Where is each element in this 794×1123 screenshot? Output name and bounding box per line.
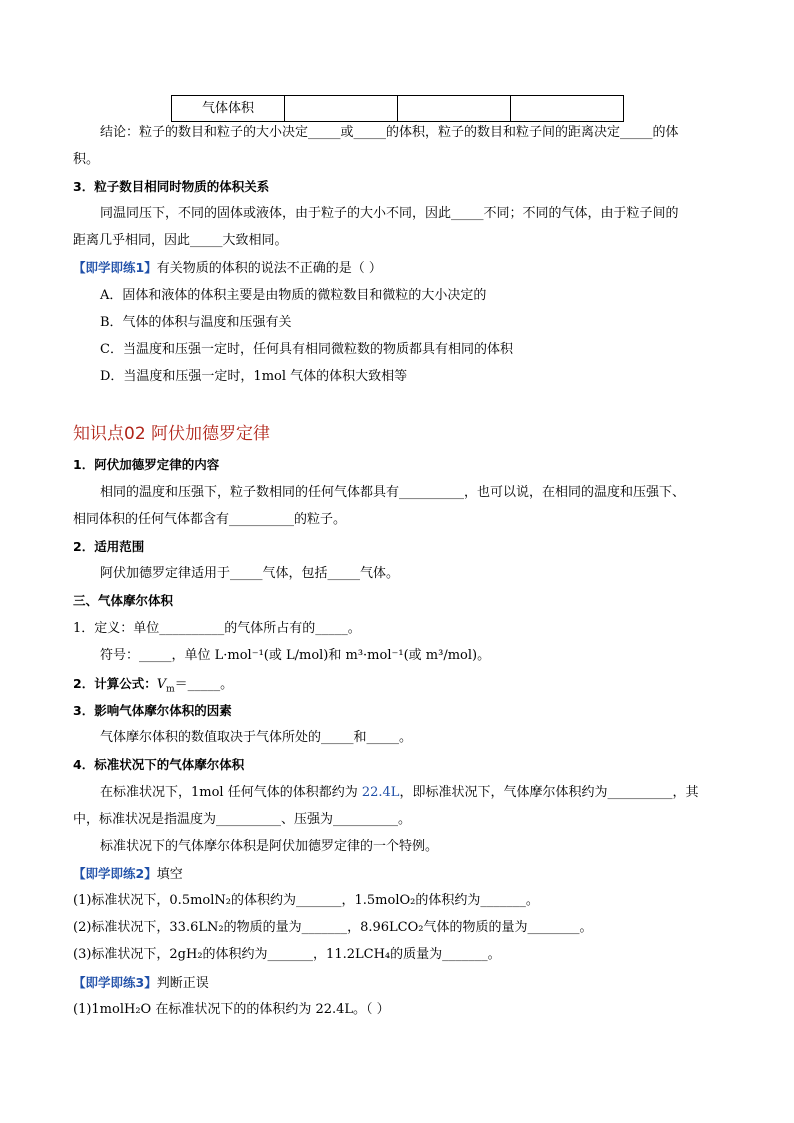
exercise-tag: 【即学即练2】 [73, 866, 157, 881]
exercise-question: 有关物质的体积的说法不正确的是（ ） [156, 261, 382, 276]
question-line: (1)标准状况下，0.5molN₂的体积约为_______，1.5molO₂的体积约为_______。 [73, 893, 539, 908]
exercise-tag: 【即学即练1】 [73, 260, 157, 275]
formula-symbol: V [156, 677, 167, 692]
conclusion-line-cont: 积。 [73, 152, 100, 167]
definition-line: 1．定义：单位__________的气体所占有的_____。 [73, 621, 361, 636]
option-d: D．当温度和压强一定时，1mol 气体的体积大致相等 [100, 369, 408, 384]
section-heading: 1．阿伏加德罗定律的内容 [73, 457, 220, 472]
formula-subscript: m [166, 684, 175, 695]
section-heading: 2．适用范围 [73, 539, 145, 554]
exercise-question: 判断正误 [156, 976, 209, 991]
paragraph-line [100, 784, 698, 802]
table-cell [511, 96, 624, 122]
formula-rest: ＝_____。 [174, 677, 234, 692]
highlight-value: 22.4L [361, 785, 400, 800]
table-cell [398, 96, 511, 122]
table-row-label: 气体体积 [172, 96, 285, 122]
paragraph-line: 同温同压下，不同的固体或液体，由于粒子的大小不同，因此_____不同；不同的气体，由于粒子间的 [100, 206, 679, 221]
option-a: A．固体和液体的体积主要是由物质的微粒数目和微粒的大小决定的 [100, 288, 487, 303]
question-line: (3)标准状况下，2gH₂的体积约为_______，11.2LCH₄的质量为_______。 [73, 947, 501, 962]
paragraph-line: 标准状况下的气体摩尔体积是阿伏加德罗定律的一个特例。 [100, 839, 439, 854]
question-line: (1)1molH₂O 在标准状况下的的体积约为 22.4L。（ ） [73, 1002, 390, 1017]
paragraph-line: 相同的温度和压强下，粒子数相同的任何气体都具有__________，也可以说，在相同的温度和压强下、 [100, 485, 686, 500]
section-heading: 3．影响气体摩尔体积的因素 [73, 703, 232, 718]
gas-volume-table [171, 95, 624, 122]
formula-line [73, 675, 233, 699]
formula-label: 2．计算公式： [73, 676, 157, 691]
text-span: ，即标准状况下，气体摩尔体积约为__________，其 [399, 785, 699, 800]
symbol-line: 符号：_____，单位 L·mol⁻¹(或 L/mol)和 m³·mol⁻¹(或 m³/mol)。 [100, 648, 491, 663]
text-span: 在标准状况下，1mol 任何气体的体积都约为 [100, 785, 362, 800]
paragraph-line: 阿伏加德罗定律适用于_____气体，包括_____气体。 [100, 566, 400, 581]
section-heading: 4．标准状况下的气体摩尔体积 [73, 757, 245, 772]
question-line: (2)标准状况下，33.6LN₂的物质的量为_______，8.96LCO₂气体的物质的量为________。 [73, 920, 593, 935]
knowledge-point-title: 知识点02 阿伏加德罗定律 [73, 424, 271, 444]
exercise-tag: 【即学即练3】 [73, 975, 157, 990]
option-c: C．当温度和压强一定时，任何具有相同微粒数的物质都具有相同的体积 [100, 342, 513, 357]
exercise-question: 填空 [156, 867, 183, 882]
conclusion-line: 结论：粒子的数目和粒子的大小决定_____或_____的体积，粒子的数目和粒子间的距离决定_____的体 [100, 125, 679, 140]
section-heading: 3．粒子数目相同时物质的体积关系 [73, 179, 270, 194]
table-cell [285, 96, 398, 122]
table-row [172, 96, 624, 122]
section-heading: 三、气体摩尔体积 [73, 593, 174, 608]
option-b: B．气体的体积与温度和压强有关 [100, 315, 292, 330]
exercise-2 [73, 865, 183, 884]
paragraph-line: 气体摩尔体积的数值取决于气体所处的_____和_____。 [100, 730, 413, 745]
paragraph-line: 相同体积的任何气体都含有__________的粒子。 [73, 512, 347, 527]
exercise-3 [73, 974, 209, 993]
paragraph-line: 距离几乎相同，因此_____大致相同。 [73, 233, 288, 248]
exercise-1 [73, 259, 382, 278]
paragraph-line: 中，标准状况是指温度为__________、压强为__________。 [73, 812, 412, 827]
